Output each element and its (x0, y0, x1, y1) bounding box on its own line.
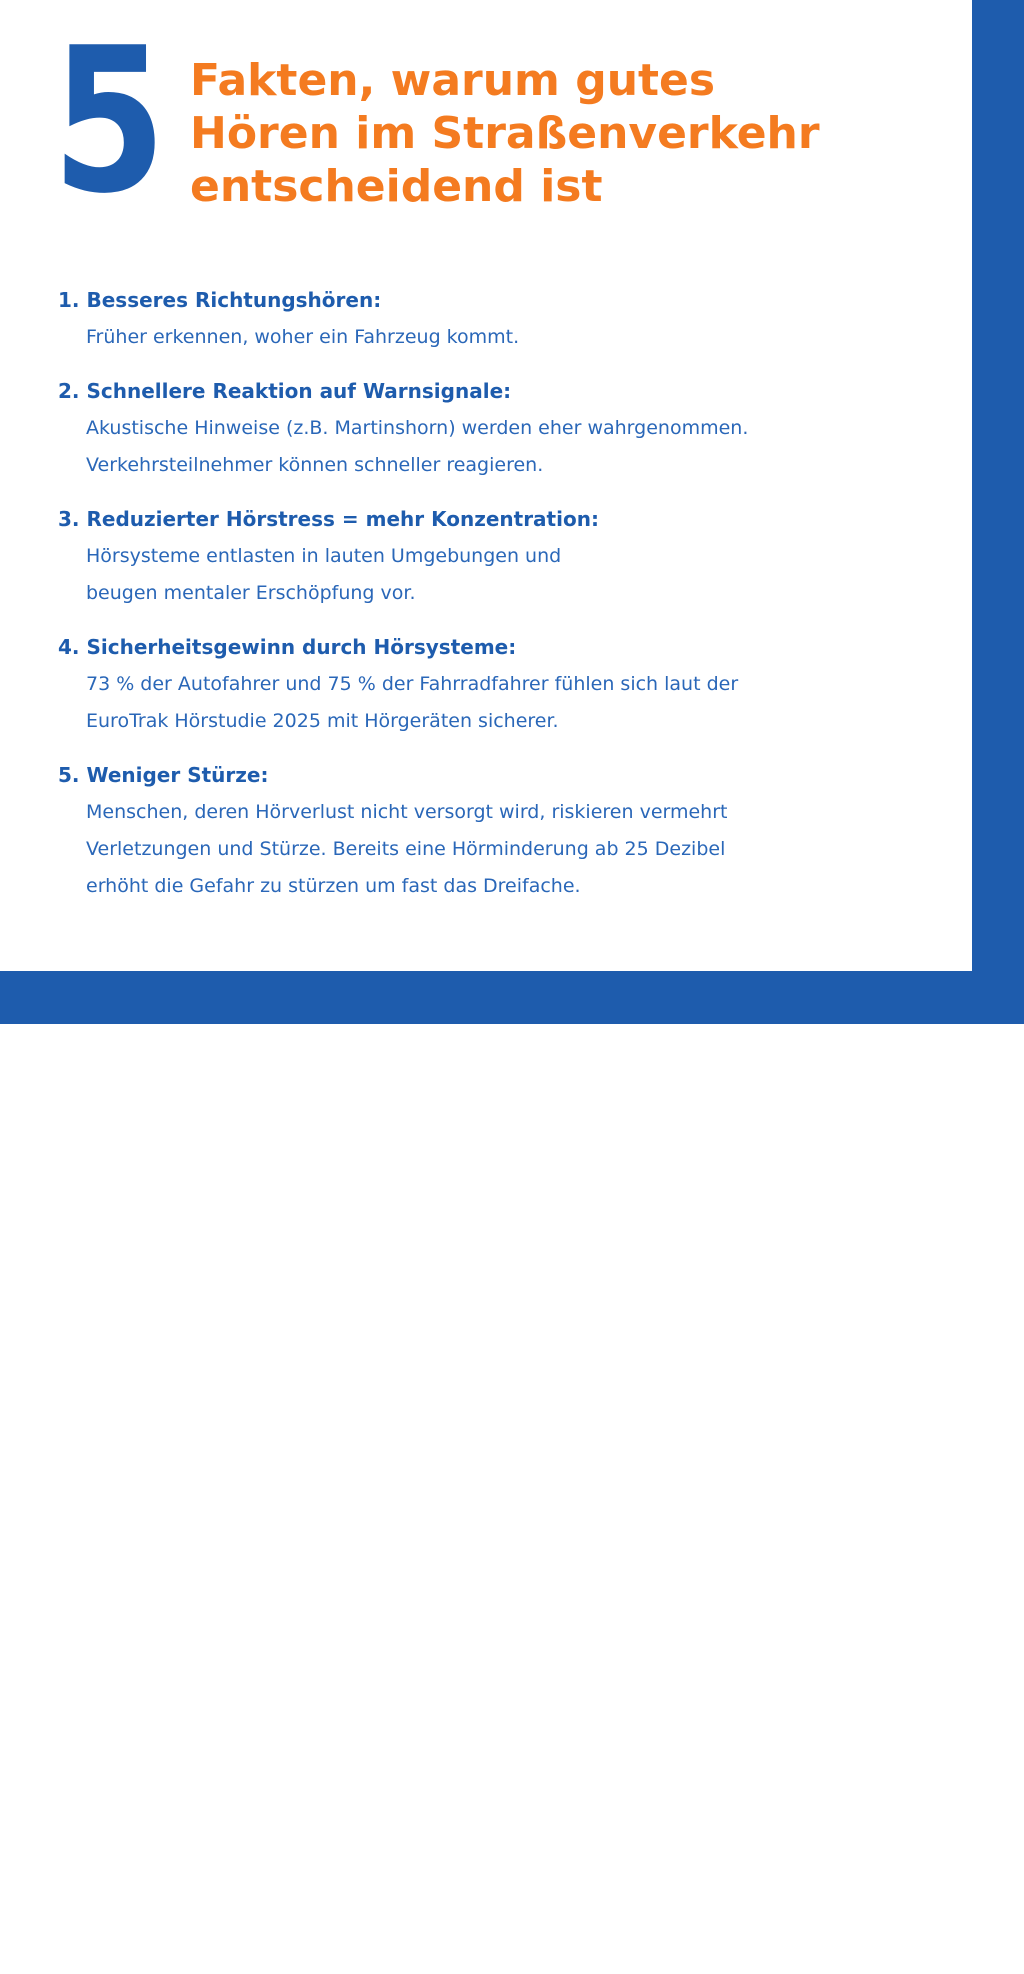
fact-body (58, 794, 958, 905)
fact-body-line: Menschen, deren Hörverlust nicht versorgt wird, riskieren vermehrt (86, 801, 728, 823)
fact-body (58, 410, 958, 484)
fact-item (58, 500, 958, 612)
headline-line: Fakten, warum gutes (190, 55, 716, 106)
fact-title: 1. Besseres Richtungshören: (58, 288, 382, 312)
fact-body-line: EuroTrak Hörstudie 2025 mit Hörgeräten sicherer. (86, 710, 559, 732)
facts-list (58, 281, 958, 921)
fact-body (58, 666, 958, 740)
headline-line: Hören im Straßenverkehr (190, 108, 820, 159)
fact-body (58, 538, 958, 612)
fact-body-line: Hörsysteme entlasten in lauten Umgebungen und (86, 545, 562, 567)
headline-line: entscheidend ist (190, 161, 603, 212)
fact-body-line: Früher erkennen, woher ein Fahrzeug kommt. (86, 326, 520, 348)
fact-body-line: Verletzungen und Stürze. Bereits eine Hörminderung ab 25 Dezibel (86, 838, 726, 860)
source-credit: Quelle: Bundesverband der Hörsysteme e.V. (BVHI) (656, 1961, 974, 1974)
footer-bar (0, 971, 1024, 1974)
fact-title: 5. Weniger Stürze: (58, 763, 269, 787)
headline (190, 54, 820, 213)
fact-title: 4. Sicherheitsgewinn durch Hörsysteme: (58, 635, 517, 659)
fact-title: 2. Schnellere Reaktion auf Warnsignale: (58, 379, 512, 403)
fact-body-line: Verkehrsteilnehmer können schneller reagieren. (86, 454, 544, 476)
right-accent-bar (972, 0, 1024, 1024)
big-number: 5 (52, 5, 167, 238)
fact-item (58, 281, 958, 356)
fact-body (58, 319, 958, 356)
fact-title: 3. Reduzierter Hörstress = mehr Konzentration: (58, 507, 599, 531)
fact-body-line: 73 % der Autofahrer und 75 % der Fahrradfahrer fühlen sich laut der (86, 673, 739, 695)
fact-item (58, 372, 958, 484)
fact-item (58, 628, 958, 740)
fact-item (58, 756, 958, 905)
fact-body-line: beugen mentaler Erschöpfung vor. (86, 582, 416, 604)
fact-body-line: erhöht die Gefahr zu stürzen um fast das Dreifache. (86, 875, 581, 897)
fact-body-line: Akustische Hinweise (z.B. Martinshorn) werden eher wahrgenommen. (86, 417, 749, 439)
